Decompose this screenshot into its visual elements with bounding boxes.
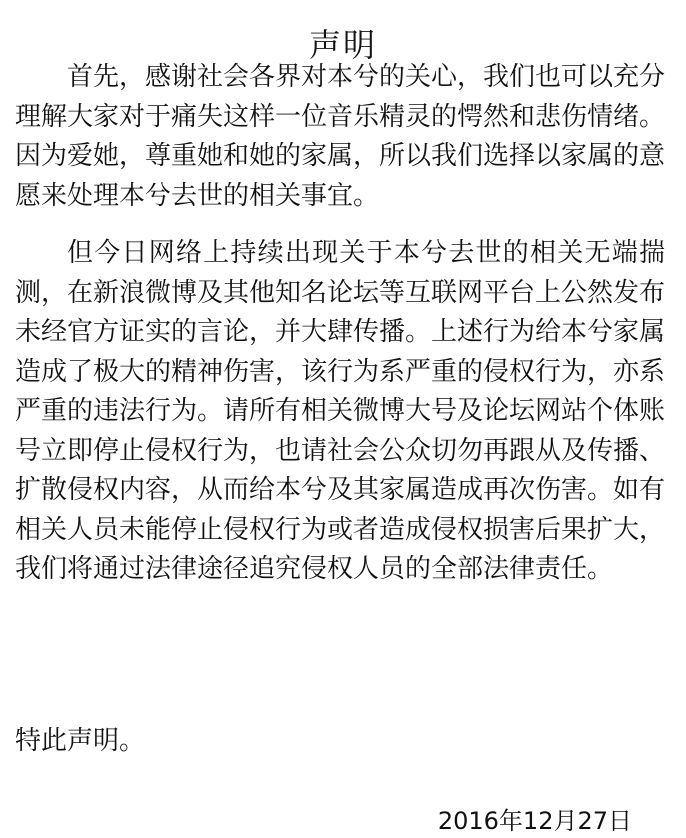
paragraph-gratitude: 首先，感谢社会各界对本兮的关心，我们也可以充分理解大家对于痛失这样一位音乐精灵的愕然和悲伤情绪。因为爱她，尊重她和她的家属，所以我们选择以家属的意愿来处理本兮去世的相关事宜。 xyxy=(15,62,666,211)
document-title: 声明 xyxy=(308,26,377,65)
statement-date: 2016年12月27日 xyxy=(437,807,632,835)
paragraph-infringement-notice: 但今日网络上持续出现关于本兮去世的相关无端揣测，在新浪微博及其他知名论坛等互联网平台上公然发布未经官方证实的言论，并大肆传播。上述行为给本兮家属造成了极大的精神伤害，该行为系严重的侵权行为，亦系严重的违法行为。请所有相关微博大号及论坛网站个体账号立即停止侵权行为，也请社会公众切勿再跟从及传播、扩散侵权内容，从而给本兮及其家属造成再次伤害。如有相关人员未能停止侵权行为或者造成侵权损害后果扩大，我们将通过法律途径追究侵权人员的全部法律责任。 xyxy=(15,238,666,584)
closing-statement: 特此声明。 xyxy=(15,726,146,756)
